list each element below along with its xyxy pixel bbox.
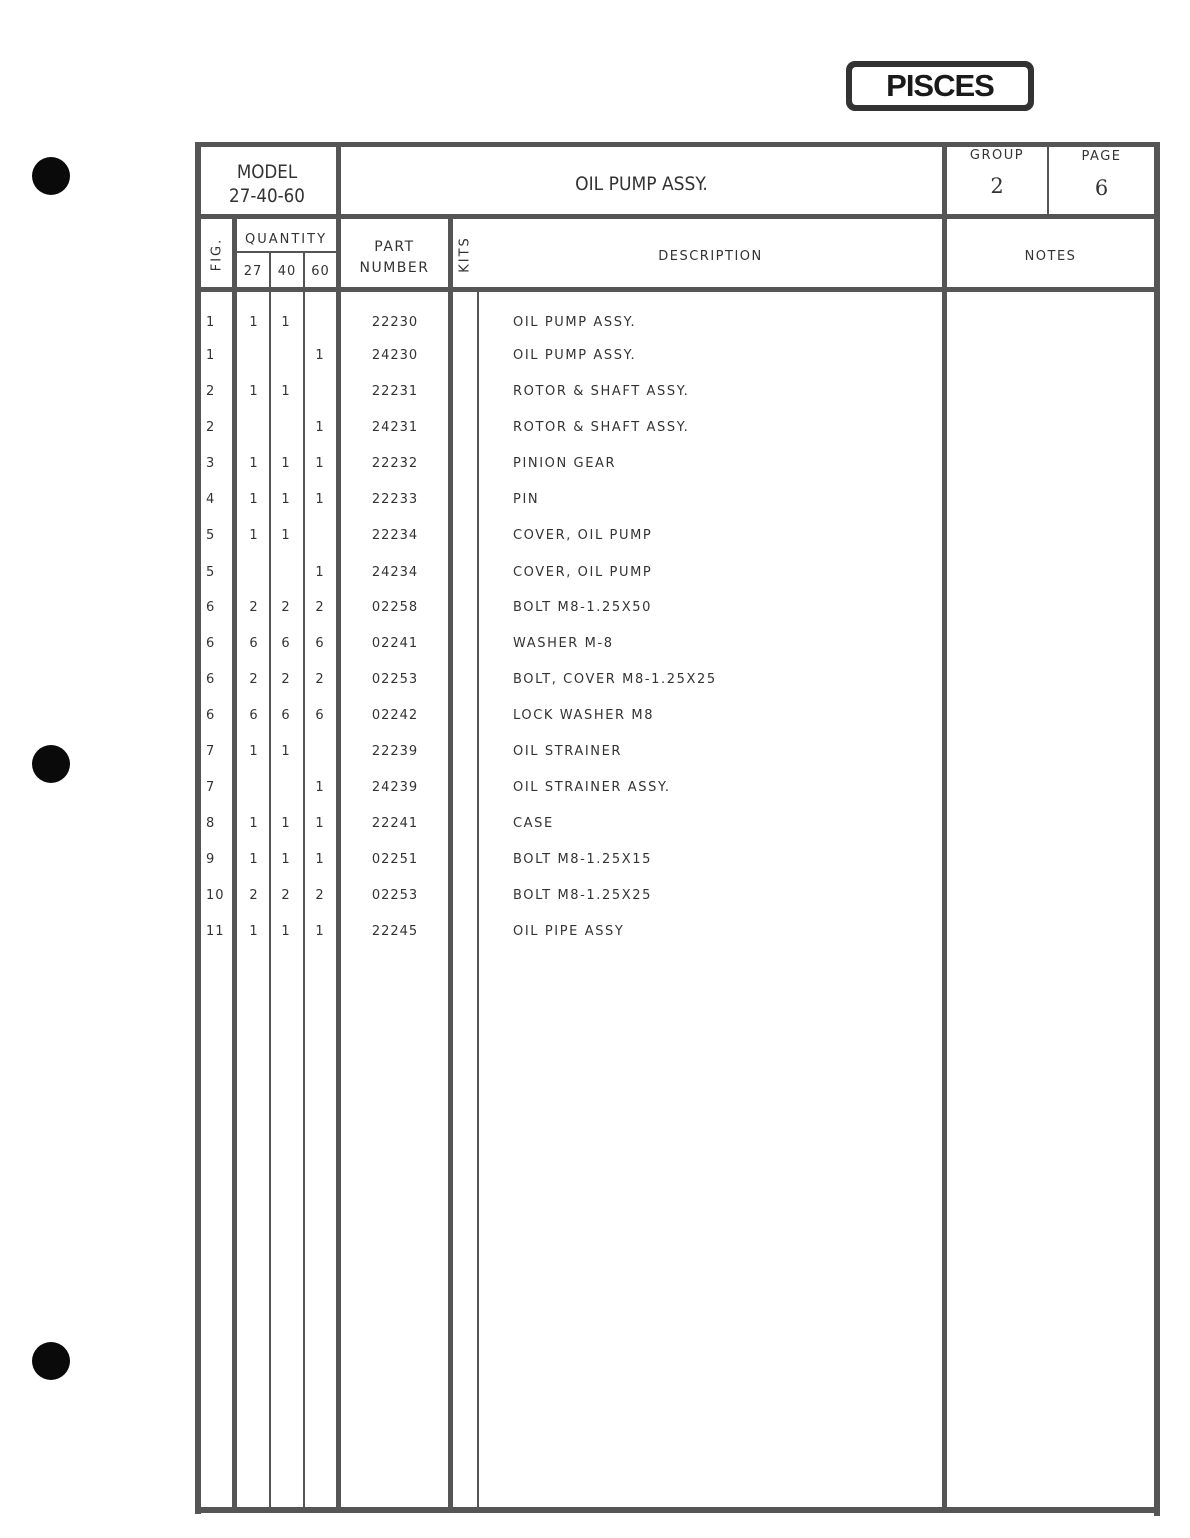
column-header-part-number [341, 237, 448, 279]
qty-40-cell: 6 [281, 708, 291, 723]
model-value: 27-40-60 [229, 185, 305, 207]
binder-hole-bottom [32, 1342, 70, 1380]
description-cell: OIL STRAINER [513, 744, 623, 759]
description-cell: BOLT, COVER M8-1.25X25 [513, 672, 717, 687]
quantity-subdivider [234, 251, 340, 253]
fig-cell: 6 [206, 636, 216, 651]
qty-40-cell: 1 [281, 852, 291, 867]
table-row [0, 672, 1190, 692]
qty-60-cell: 2 [315, 888, 325, 903]
description-cell: ROTOR & SHAFT ASSY. [513, 384, 690, 399]
fig-cell: 5 [206, 528, 216, 543]
table-row [0, 636, 1190, 656]
border-bottom [197, 1507, 1160, 1513]
qty-27-cell: 1 [249, 852, 259, 867]
part-number-cell: 24239 [371, 780, 419, 795]
column-header-60: 60 [311, 264, 330, 279]
part-number-cell: 22230 [371, 315, 419, 330]
group-value: 2 [990, 174, 1004, 198]
qty-40-cell: 6 [281, 636, 291, 651]
fig-cell: 6 [206, 708, 216, 723]
column-header-description: DESCRIPTION [658, 249, 763, 264]
qty-27-cell: 1 [249, 456, 259, 471]
model-label: MODEL [236, 161, 298, 183]
fig-cell: 10 [206, 888, 225, 903]
qty-40-cell: 2 [281, 600, 291, 615]
fig-cell: 1 [206, 315, 216, 330]
fig-cell: 1 [206, 348, 216, 363]
qty-60-cell: 2 [315, 600, 325, 615]
binder-hole-top [32, 157, 70, 195]
qty-40-cell: 1 [281, 384, 291, 399]
description-cell: WASHER M-8 [513, 636, 614, 651]
part-number-cell: 02258 [371, 600, 419, 615]
description-cell: BOLT M8-1.25X50 [513, 600, 653, 615]
page-label: PAGE [1081, 149, 1122, 164]
qty-40-cell: 2 [281, 888, 291, 903]
logo-text: PISCES [852, 67, 1028, 105]
qty-27-cell: 6 [249, 708, 259, 723]
qty-60-cell: 1 [315, 816, 325, 831]
description-cell: OIL STRAINER ASSY. [513, 780, 671, 795]
table-row [0, 565, 1190, 585]
fig-cell: 11 [206, 924, 225, 939]
part-number-cell: 02242 [371, 708, 419, 723]
description-cell: OIL PIPE ASSY [513, 924, 625, 939]
qty-60-cell: 2 [315, 672, 325, 687]
qty-27-cell: 6 [249, 636, 259, 651]
part-number-cell: 02251 [371, 852, 419, 867]
part-number-cell: 02253 [371, 672, 419, 687]
part-number-cell: 22245 [371, 924, 419, 939]
table-row [0, 315, 1190, 335]
qty-60-cell: 1 [315, 348, 325, 363]
column-header-quantity: QUANTITY [244, 232, 328, 247]
description-cell: COVER, OIL PUMP [513, 528, 653, 543]
qty-60-cell: 6 [315, 636, 325, 651]
qty-27-cell: 2 [249, 600, 259, 615]
description-cell: PINION GEAR [513, 456, 617, 471]
qty-40-cell: 1 [281, 492, 291, 507]
table-row [0, 456, 1190, 476]
table-row [0, 348, 1190, 368]
qty-27-cell: 2 [249, 888, 259, 903]
fig-cell: 8 [206, 816, 216, 831]
divider-27-40 [269, 252, 271, 1510]
table-row [0, 744, 1190, 764]
pisces-logo [846, 61, 1034, 111]
qty-40-cell: 1 [281, 528, 291, 543]
column-header-40: 40 [277, 264, 297, 279]
part-number-cell: 22239 [371, 744, 419, 759]
description-cell: BOLT M8-1.25X25 [513, 888, 653, 903]
table-row [0, 492, 1190, 512]
part-number-cell: 22241 [371, 816, 419, 831]
column-header-fig: FIG. [209, 237, 225, 272]
qty-60-cell: 1 [315, 852, 325, 867]
qty-40-cell: 1 [281, 924, 291, 939]
part-number-cell: 02241 [371, 636, 419, 651]
qty-60-cell: 1 [315, 780, 325, 795]
table-row [0, 780, 1190, 800]
qty-60-cell: 1 [315, 456, 325, 471]
qty-40-cell: 2 [281, 672, 291, 687]
qty-27-cell: 1 [249, 384, 259, 399]
qty-27-cell: 1 [249, 315, 259, 330]
part-number-cell: 22234 [371, 528, 419, 543]
qty-60-cell: 6 [315, 708, 325, 723]
table-row [0, 528, 1190, 548]
description-cell: OIL PUMP ASSY. [513, 348, 637, 363]
page-value: 6 [1094, 176, 1109, 200]
qty-27-cell: 2 [249, 672, 259, 687]
table-row [0, 852, 1190, 872]
fig-cell: 7 [206, 780, 216, 795]
part-number-cell: 22231 [371, 384, 419, 399]
qty-27-cell: 1 [249, 744, 259, 759]
qty-27-cell: 1 [249, 528, 259, 543]
fig-cell: 9 [206, 852, 216, 867]
fig-cell: 2 [206, 420, 216, 435]
group-label: GROUP [969, 148, 1025, 163]
fig-cell: 4 [206, 492, 216, 507]
table-row [0, 420, 1190, 440]
part-number-line2: NUMBER [359, 260, 430, 276]
qty-27-cell: 1 [249, 924, 259, 939]
table-row [0, 924, 1190, 944]
table-row [0, 888, 1190, 908]
column-header-kits: KITS [457, 236, 473, 273]
qty-40-cell: 1 [281, 315, 291, 330]
column-header-27: 27 [243, 264, 263, 279]
description-cell: OIL PUMP ASSY. [513, 315, 637, 330]
column-header-notes: NOTES [1024, 249, 1077, 264]
part-number-cell: 02253 [371, 888, 419, 903]
fig-cell: 6 [206, 672, 216, 687]
page-title: OIL PUMP ASSY. [575, 173, 708, 195]
description-cell: COVER, OIL PUMP [513, 565, 653, 580]
qty-27-cell: 1 [249, 492, 259, 507]
part-number-cell: 22232 [371, 456, 419, 471]
fig-cell: 7 [206, 744, 216, 759]
qty-60-cell: 1 [315, 420, 325, 435]
qty-60-cell: 1 [315, 492, 325, 507]
description-cell: BOLT M8-1.25X15 [513, 852, 653, 867]
part-number-cell: 24231 [371, 420, 419, 435]
description-cell: ROTOR & SHAFT ASSY. [513, 420, 690, 435]
divider-40-60 [303, 252, 305, 1510]
qty-40-cell: 1 [281, 744, 291, 759]
part-number-cell: 22233 [371, 492, 419, 507]
fig-cell: 6 [206, 600, 216, 615]
qty-40-cell: 1 [281, 456, 291, 471]
description-cell: PIN [513, 492, 540, 507]
part-number-cell: 24234 [371, 565, 419, 580]
description-cell: LOCK WASHER M8 [513, 708, 655, 723]
fig-cell: 2 [206, 384, 216, 399]
part-number-cell: 24230 [371, 348, 419, 363]
part-number-line1: PART [374, 239, 415, 255]
qty-60-cell: 1 [315, 924, 325, 939]
model-cell [208, 160, 326, 208]
table-row [0, 708, 1190, 728]
fig-cell: 3 [206, 456, 216, 471]
qty-60-cell: 1 [315, 565, 325, 580]
qty-40-cell: 1 [281, 816, 291, 831]
table-row [0, 600, 1190, 620]
description-cell: CASE [513, 816, 554, 831]
fig-cell: 5 [206, 565, 216, 580]
table-row [0, 816, 1190, 836]
qty-27-cell: 1 [249, 816, 259, 831]
table-row [0, 384, 1190, 404]
